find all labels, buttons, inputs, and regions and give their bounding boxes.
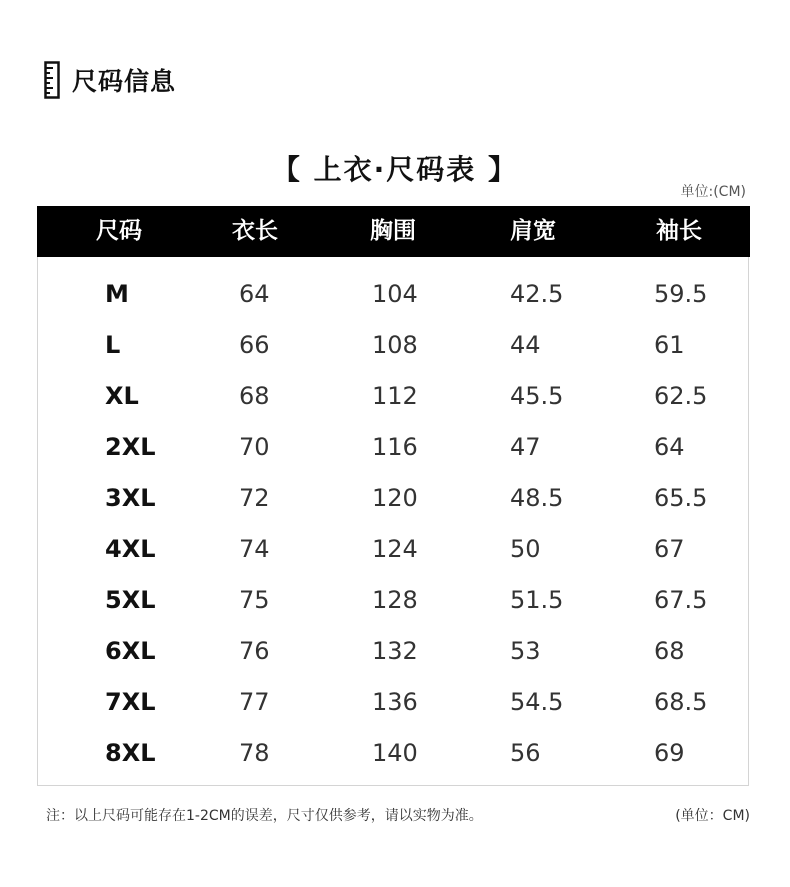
cell-length: 74 <box>239 535 270 563</box>
cell-length: 78 <box>239 739 270 767</box>
cell-chest: 120 <box>372 484 418 512</box>
cell-length: 72 <box>239 484 270 512</box>
cell-chest: 108 <box>372 331 418 359</box>
cell-sleeve: 62.5 <box>654 382 708 410</box>
table-row <box>38 524 748 575</box>
cell-length: 76 <box>239 637 270 665</box>
disclaimer-note: 注：以上尺码可能存在1-2CM的误差，尺寸仅供参考，请以实物为准。 <box>46 808 483 824</box>
table-row <box>38 422 748 473</box>
cell-sleeve: 69 <box>654 739 685 767</box>
column-header-sleeve: 袖长 <box>656 218 702 244</box>
table-row <box>38 371 748 422</box>
cell-size: 8XL <box>105 739 156 767</box>
cell-sleeve: 68.5 <box>654 688 708 716</box>
cell-chest: 104 <box>372 280 418 308</box>
cell-shoulder: 54.5 <box>510 688 564 716</box>
table-row <box>38 575 748 626</box>
cell-size: 4XL <box>105 535 156 563</box>
section-heading <box>44 60 176 100</box>
cell-sleeve: 65.5 <box>654 484 708 512</box>
table-row <box>38 269 748 320</box>
column-header-chest: 胸围 <box>370 218 416 244</box>
cell-chest: 112 <box>372 382 418 410</box>
size-table <box>37 206 749 786</box>
table-header <box>37 206 750 257</box>
column-header-length: 衣长 <box>232 218 278 244</box>
table-row <box>38 473 748 524</box>
table-row <box>38 320 748 371</box>
cell-chest: 140 <box>372 739 418 767</box>
column-header-size: 尺码 <box>96 218 142 244</box>
cell-sleeve: 67 <box>654 535 685 563</box>
cell-size: XL <box>105 382 139 410</box>
cell-size: 2XL <box>105 433 156 461</box>
cell-size: 7XL <box>105 688 156 716</box>
table-row <box>38 626 748 677</box>
cell-shoulder: 53 <box>510 637 541 665</box>
cell-size: 5XL <box>105 586 156 614</box>
cell-sleeve: 59.5 <box>654 280 708 308</box>
cell-length: 64 <box>239 280 270 308</box>
table-title: 【 上衣·尺码表 】 <box>271 153 519 186</box>
cell-shoulder: 42.5 <box>510 280 564 308</box>
section-title: 尺码信息 <box>72 67 177 96</box>
table-row <box>38 728 748 779</box>
cell-size: L <box>105 331 121 359</box>
cell-sleeve: 64 <box>654 433 685 461</box>
cell-shoulder: 50 <box>510 535 541 563</box>
cell-shoulder: 51.5 <box>510 586 564 614</box>
unit-label-top: 单位:(CM) <box>680 184 746 200</box>
unit-label-bottom: (单位：CM) <box>675 808 750 824</box>
cell-shoulder: 48.5 <box>510 484 564 512</box>
cell-sleeve: 61 <box>654 331 685 359</box>
cell-length: 70 <box>239 433 270 461</box>
cell-size: 3XL <box>105 484 156 512</box>
cell-chest: 132 <box>372 637 418 665</box>
table-row <box>38 677 748 728</box>
cell-length: 68 <box>239 382 270 410</box>
cell-sleeve: 67.5 <box>654 586 708 614</box>
cell-shoulder: 45.5 <box>510 382 564 410</box>
cell-chest: 124 <box>372 535 418 563</box>
cell-shoulder: 47 <box>510 433 541 461</box>
cell-length: 77 <box>239 688 270 716</box>
cell-shoulder: 56 <box>510 739 541 767</box>
column-header-shoulder: 肩宽 <box>510 218 556 244</box>
cell-length: 75 <box>239 586 270 614</box>
cell-sleeve: 68 <box>654 637 685 665</box>
cell-size: M <box>105 280 129 308</box>
cell-size: 6XL <box>105 637 156 665</box>
ruler-icon <box>44 61 60 99</box>
cell-length: 66 <box>239 331 270 359</box>
cell-chest: 136 <box>372 688 418 716</box>
cell-chest: 116 <box>372 433 418 461</box>
cell-chest: 128 <box>372 586 418 614</box>
cell-shoulder: 44 <box>510 331 541 359</box>
